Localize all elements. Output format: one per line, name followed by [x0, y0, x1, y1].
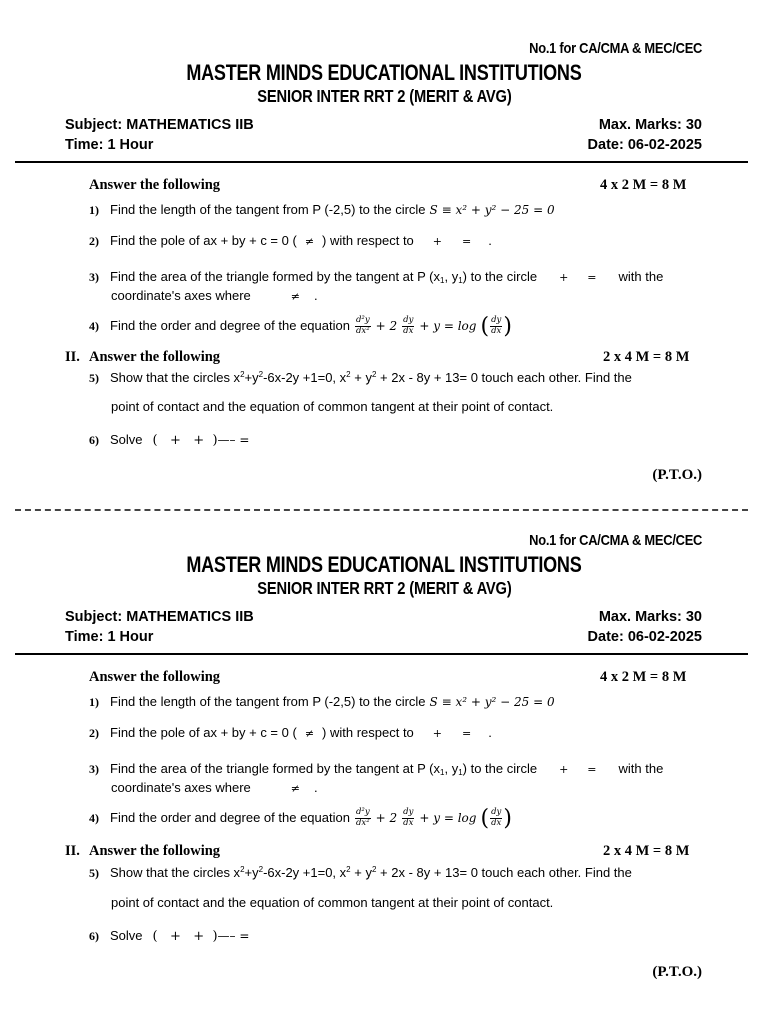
max-marks-label: Max. Marks: 30 — [598, 117, 702, 133]
question-6 — [89, 431, 249, 449]
question-5-line-2 — [111, 894, 553, 912]
question-math: —– = — [217, 929, 250, 943]
question-4: 4) Find the order and degree of the equation $\frac{\text{d²y}}{\text{dx²}}$ + 2 $\frac{dy}{dx}$ + y = log ( $\frac{dy}{dx}$ ) — [89, 314, 512, 339]
question-text: Find the pole of ax + by + c = 0 ( — [110, 233, 297, 248]
question-math: —– = — [217, 433, 250, 447]
question-2 — [89, 724, 492, 742]
question-text: . — [314, 288, 318, 303]
question-text: Solve — [110, 928, 143, 943]
not-equal-symbol: ≠ — [304, 727, 315, 740]
date-label: Date: 06-02-2025 — [587, 137, 702, 153]
subject-label: Subject: MATHEMATICS IIB — [65, 117, 254, 133]
max-marks-label: Max. Marks: 30 — [598, 609, 702, 625]
question-3 — [89, 760, 663, 778]
fraction-d2y-dx2: $\frac{\text{d²y}}{\text{dx²}}$ — [355, 315, 370, 336]
question-text: with the — [618, 761, 664, 776]
question-math: + y = log — [419, 319, 477, 334]
exam-title: SENIOR INTER RRT 2 (MERIT & AVG) — [256, 86, 512, 106]
question-number: 6) — [89, 433, 99, 447]
tagline: No.1 for CA/CMA & MEC/CEC — [529, 40, 702, 57]
header-divider — [15, 653, 748, 655]
equals-symbol: = — [587, 271, 597, 284]
question-text: coordinate's axes where — [111, 780, 251, 795]
question-4: 4) Find the order and degree of the equation $\frac{\text{d²y}}{\text{dx²}}$ + 2 $\frac{dy}{dx}$ + y = log ( $\frac{dy}{dx}$ ) — [89, 806, 512, 831]
question-math: ( + + ) — [152, 929, 218, 944]
question-5 — [89, 369, 632, 387]
fraction-dy-dx: $\frac{dy}{dx}$ — [491, 315, 502, 336]
time-label: Time: 1 Hour — [65, 629, 154, 645]
equals-symbol: = — [587, 763, 597, 776]
section-1-marks: 4 x 2 M = 8 M — [600, 669, 687, 685]
question-text: Solve — [110, 432, 143, 447]
plus-symbol: + — [432, 235, 443, 248]
question-number: 4) — [89, 811, 99, 826]
section-2-heading: Answer the following — [89, 349, 221, 365]
header-divider — [15, 161, 748, 163]
question-5-line-2 — [111, 398, 553, 416]
section-2-number: II. — [65, 349, 80, 365]
section-1-marks: 4 x 2 M = 8 M — [600, 177, 687, 193]
not-equal-symbol: ≠ — [290, 290, 301, 303]
question-text: ) with respect to — [322, 233, 414, 248]
institution-name: MASTER MINDS EDUCATIONAL INSTITUTIONS — [186, 60, 582, 85]
question-number: 2) — [89, 726, 99, 740]
date-label: Date: 06-02-2025 — [587, 629, 702, 645]
question-text: Show that the circles $x^2+y^2-6x-2y +1=0$, $x^2 + y^2 + 2x - 8y + 13= 0$ touch each other. Find the — [110, 865, 632, 880]
question-text: Find the area of the triangle formed by the tangent at P ($x_1$, $y_1$) to the circle — [110, 761, 538, 777]
question-text: ) with respect to — [322, 725, 414, 740]
fraction-dy-dx: $\frac{dy}{dx}$ — [403, 315, 414, 336]
exam-title: SENIOR INTER RRT 2 (MERIT & AVG) — [256, 578, 512, 598]
pto-label: (P.T.O.) — [652, 467, 702, 483]
question-number: 3) — [89, 270, 99, 284]
institution-name: MASTER MINDS EDUCATIONAL INSTITUTIONS — [186, 552, 582, 577]
section-2-number: II. — [65, 843, 80, 859]
equals-symbol: = — [462, 235, 472, 248]
question-text: with the — [618, 269, 664, 284]
question-math: + 2 — [375, 811, 398, 826]
equals-symbol: = — [462, 727, 472, 740]
question-1 — [89, 693, 555, 711]
section-2-marks: 2 x 4 M = 8 M — [603, 349, 690, 365]
question-paper-copy-1 — [0, 0, 768, 490]
section-1-heading: Answer the following — [89, 669, 221, 685]
question-3-line-2 — [111, 287, 318, 305]
section-2-heading: Answer the following — [89, 843, 221, 859]
not-equal-symbol: ≠ — [290, 782, 301, 795]
question-text: Find the length of the tangent from P (-2,5) to the circle — [110, 694, 426, 709]
question-text: coordinate's axes where — [111, 288, 251, 303]
plus-symbol: + — [559, 763, 569, 776]
question-6 — [89, 927, 249, 945]
question-number: 4) — [89, 319, 99, 334]
plus-symbol: + — [559, 271, 569, 284]
question-text: Find the length of the tangent from P (-2,5) to the circle — [110, 202, 426, 217]
question-3-line-2 — [111, 779, 318, 797]
question-text: . — [488, 233, 492, 248]
not-equal-symbol: ≠ — [304, 235, 315, 248]
question-number: 1) — [89, 203, 99, 217]
section-1-heading: Answer the following — [89, 177, 221, 193]
fraction-d2y-dx2: $\frac{\text{d²y}}{\text{dx²}}$ — [355, 807, 370, 828]
question-number: 5) — [89, 371, 99, 385]
question-number: 1) — [89, 695, 99, 709]
question-math: S ≡ x² + y² − 25 = 0 — [429, 695, 555, 709]
question-text: point of contact and the equation of common tangent at their point of contact. — [111, 399, 554, 414]
fraction-dy-dx: $\frac{dy}{dx}$ — [491, 807, 502, 828]
question-text: Find the pole of ax + by + c = 0 ( — [110, 725, 297, 740]
section-2-marks: 2 x 4 M = 8 M — [603, 843, 690, 859]
question-1 — [89, 201, 555, 219]
question-5 — [89, 864, 632, 882]
pto-label: (P.T.O.) — [652, 964, 702, 980]
tagline: No.1 for CA/CMA & MEC/CEC — [529, 532, 702, 549]
question-text: Show that the circles $x^2+y^2-6x-2y +1=0$, $x^2 + y^2 + 2x - 8y + 13= 0$ touch each other. Find the — [110, 370, 632, 385]
question-number: 5) — [89, 866, 99, 880]
question-text: Find the order and degree of the equation — [110, 318, 350, 334]
question-text: . — [314, 780, 318, 795]
question-number: 6) — [89, 929, 99, 943]
question-math: + 2 — [375, 319, 398, 334]
plus-symbol: + — [432, 727, 443, 740]
question-math: S ≡ x² + y² − 25 = 0 — [429, 203, 555, 217]
question-3 — [89, 268, 663, 286]
question-text: Find the order and degree of the equation — [110, 810, 350, 826]
question-text: . — [488, 725, 492, 740]
subject-label: Subject: MATHEMATICS IIB — [65, 609, 254, 625]
question-text: point of contact and the equation of common tangent at their point of contact. — [111, 895, 554, 910]
question-text: Find the area of the triangle formed by the tangent at P ($x_1$, $y_1$) to the circle — [110, 269, 538, 285]
fraction-dy-dx: $\frac{dy}{dx}$ — [403, 807, 414, 828]
question-number: 2) — [89, 234, 99, 248]
question-paper-copy-2 — [0, 492, 768, 982]
question-math: + y = log — [419, 811, 477, 826]
question-2 — [89, 232, 492, 250]
question-number: 3) — [89, 762, 99, 776]
time-label: Time: 1 Hour — [65, 137, 154, 153]
question-math: ( + + ) — [152, 433, 218, 448]
